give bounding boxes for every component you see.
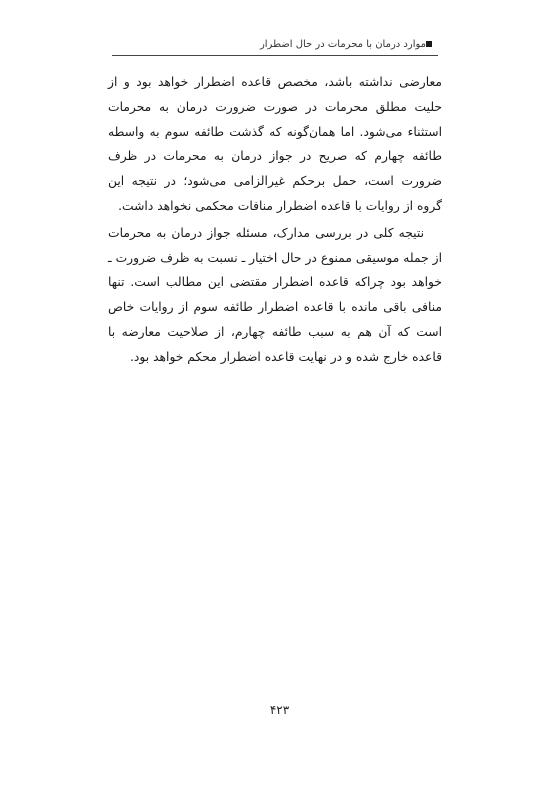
page-number: ۴۲۳: [269, 703, 290, 717]
running-header: [112, 36, 438, 52]
body-text: [108, 70, 442, 370]
paragraph-1: معارضی نداشته باشد، مخصص قاعده اضطرار خواهد بود و از حلیت مطلق محرمات در صورت ضرورت درمان به محرمات استثناء می‌شود. اما همان‌گونه که گذشت طائفه سوم به واسطه طائفه چهارم که صریح در جواز درمان به محرمات در ظرف ضرورت است، حمل برحکم غیرالزامی می‌شود؛ در نتیجه این گروه از روایات با قاعده اضطرار منافات محکمی نخواهد داشت.: [108, 75, 442, 213]
header-divider: [112, 55, 438, 56]
header-square-icon: [426, 41, 432, 47]
paragraph-2: نتیجه کلی در بررسی مدارک، مسئله جواز درمان به محرمات از جمله موسیقی ممنوع در حال اختیار ـ نسبت به ظرف ضرورت ـ خواهد بود چراکه قاعده اضطرار مقتضی این مطالب است. تنها منافی باقی مانده با قاعده اضطرار طائفه سوم از روایات خاص است که آن هم به سبب طائفه چهارم، از صلاحیت معارضه با قاعده خارج شده و در نهایت قاعده اضطرار محکم خواهد بود.: [108, 225, 442, 364]
header-title: موارد درمان با محرمات در حال اضطرار: [259, 38, 426, 50]
